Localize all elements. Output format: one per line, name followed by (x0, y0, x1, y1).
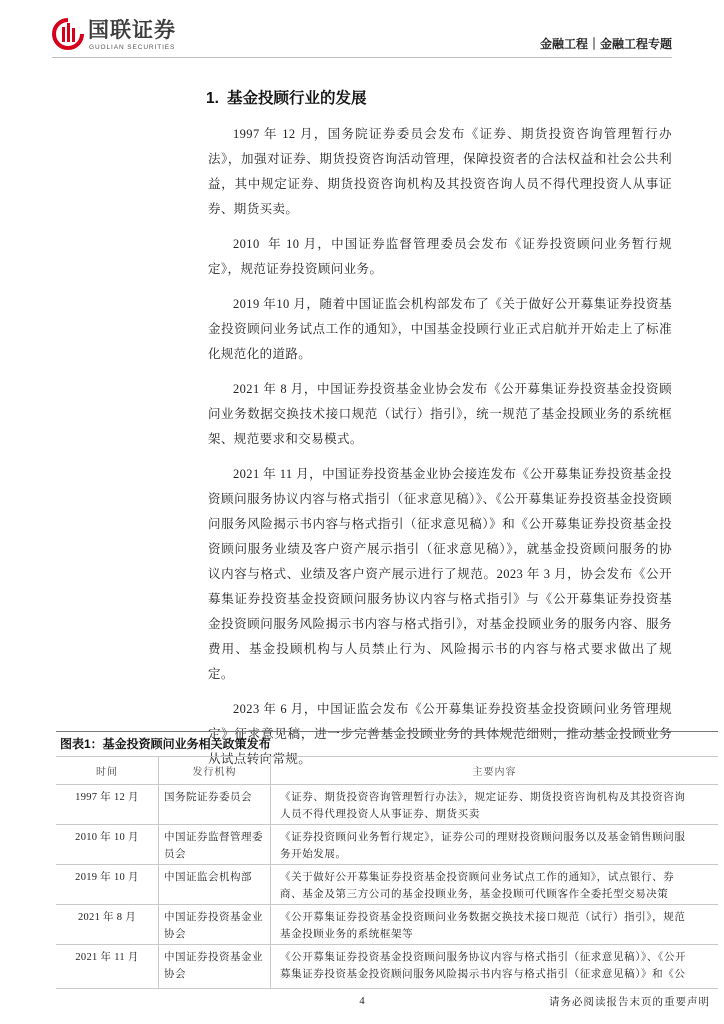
table-row (56, 825, 718, 865)
body-paragraph: 2023 年 6 月，中国证监会发布《公开募集证券投资基金投资顾问业务管理规定》征求意见稿，进一步完善基金投顾业务的具体规范细则，推动基金投顾业务从试点转向常规。 (208, 702, 672, 766)
content-cell: 《关于做好公开募集证券投资基金投资顾问业务试点工作的通知》，试点银行、券商、基金及第三方公司的基金投顾业务，基金投顾可代顾客作全委托型交易决策 (270, 865, 718, 904)
content-cell: 《证券、期货投资咨询管理暂行办法》，规定证券、期货投资咨询机构及其投资咨询人员不得代理投资人从事证券、期货买卖 (270, 785, 718, 824)
section-heading (206, 88, 366, 110)
body-paragraph: 2021 年 8 月，中国证券投资基金业协会发布《公开募集证券投资基金投资顾问业务数据交换技术接口规范（试行）指引》，统一规范了基金投顾业务的系统框架、规范要求和交易模式。 (208, 382, 672, 446)
table-row (56, 785, 718, 825)
table-row (56, 865, 718, 905)
header-divider (52, 57, 672, 58)
time-cell: 2021 年 8 月 (77, 912, 137, 923)
content-cell: 《公开募集证券投资基金投资顾问业务数据交换技术接口规范（试行）指引》，规范基金投顾业务的系统框架等 (270, 905, 718, 944)
column-header-time: 时间 (96, 767, 118, 778)
time-cell: 2010 年 10 月 (75, 832, 139, 843)
table-header-row (56, 757, 718, 785)
column-header-content: 主要内容 (270, 757, 718, 784)
issuer-cell: 中国证券监督管理委员会 (158, 825, 270, 864)
section-title: 基金投顾行业的发展 (226, 90, 367, 107)
section-number: 1. (206, 90, 219, 107)
body-paragraph: 2010 年 10 月，中国证券监督管理委员会发布《证券投资顾问业务暂行规定》，规范证券投资顾问业务。 (208, 237, 672, 276)
page-number: 4 (359, 996, 365, 1007)
logo-name: 国联证券 (88, 19, 176, 42)
column-header-issuer: 发行机构 (158, 757, 270, 784)
issuer-cell: 中国证券投资基金业协会 (158, 905, 270, 944)
header-section-label: 金融工程｜金融工程专题 (539, 37, 672, 51)
issuer-cell: 中国证监会机构部 (158, 865, 270, 904)
table-row (56, 945, 718, 989)
table-row (56, 905, 718, 945)
time-cell: 2021 年 11 月 (75, 952, 139, 963)
body-paragraph: 2021 年 11 月，中国证券投资基金业协会接连发布《公开募集证券投资基金投资顾问服务协议内容与格式指引（征求意见稿）》、《公开募集证券投资基金投资顾问服务风险揭示书内容与格式指引（征求意见稿）》和《公开募集证券投资基金投资顾问服务业绩及客户资产展示指引（征求意见稿）》，就基金投资顾问服务的协议内容与格式、业绩及客户资产展示进行了规范。2023 年 3 月，协会发布《公开募集证券投资基金投资顾问服务协议内容与格式指引》与《公开募集证券投资基金投资顾问服务风险揭示书内容与格式指引》，对基金投顾业务的服务内容、服务费用、基金投顾机构与人员禁止行为、风险揭示书的内容与格式要求做出了规定。 (208, 467, 672, 681)
content-cell: 《公开募集证券投资基金投资顾问服务协议内容与格式指引（征求意见稿）》、《公开募集证券投资基金投资顾问服务风险揭示书内容与格式指引（征求意见稿）》和《公 (270, 945, 718, 988)
guolian-logo-icon (52, 18, 84, 50)
policy-table (56, 756, 718, 989)
footer-disclaimer: 请务必阅读报告末页的重要声明 (549, 997, 710, 1008)
company-logo (52, 16, 192, 54)
issuer-cell: 中国证券投资基金业协会 (158, 945, 270, 988)
time-cell: 1997 年 12 月 (75, 792, 139, 803)
body-paragraph: 2019 年10 月，随着中国证监会机构部发布了《关于做好公开募集证券投资基金投资顾问业务试点工作的通知》，中国基金投顾行业正式启航并开始走上了标准化规范化的道路。 (208, 297, 672, 361)
figure-title: 图表1：基金投资顾问业务相关政策发布 (56, 731, 718, 756)
logo-subtitle: GUOLIAN SECURITIES (89, 44, 176, 51)
issuer-cell: 国务院证券委员会 (158, 785, 270, 824)
time-cell: 2019 年 10 月 (75, 872, 139, 883)
body-paragraph: 1997 年 12 月，国务院证券委员会发布《证券、期货投资咨询管理暂行办法》，加强对证券、期货投资咨询活动管理，保障投资者的合法权益和社会公共利益，其中规定证券、期货投资咨询机构及其投资咨询人员不得代理投资人从事证券、期货买卖。 (208, 127, 672, 216)
policy-table-figure (56, 731, 718, 989)
body-text (208, 122, 672, 782)
content-cell: 《证券投资顾问业务暂行规定》，证券公司的理财投资顾问服务以及基金销售顾问服务开始发展。 (270, 825, 718, 864)
